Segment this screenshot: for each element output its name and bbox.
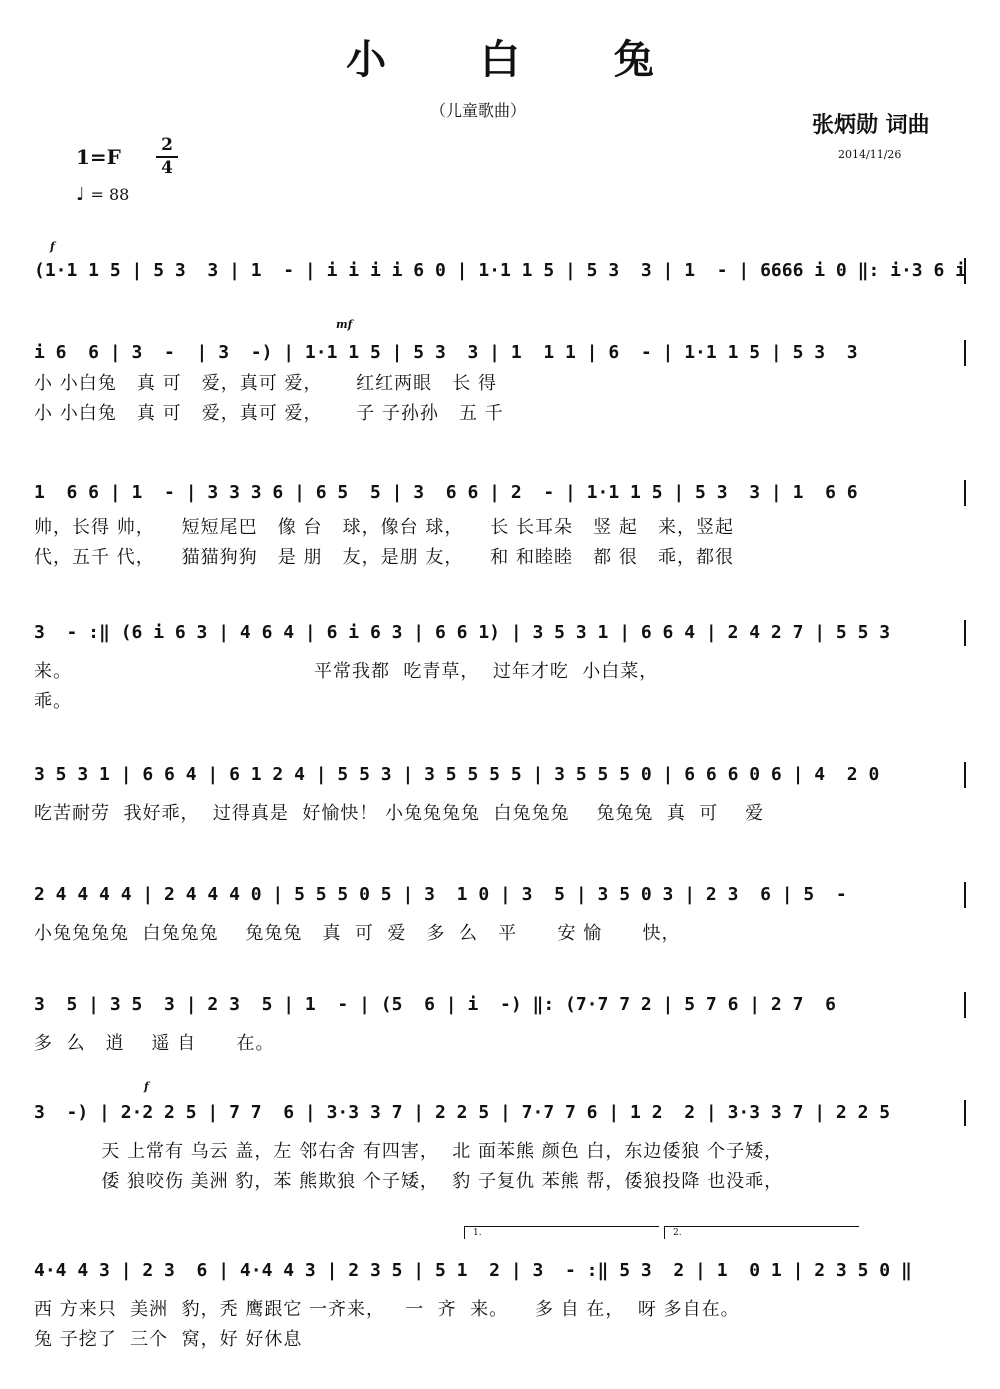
time-signature <box>156 136 178 178</box>
notation-line <box>0 620 1000 646</box>
song-title: 小 白 兔 <box>346 36 694 83</box>
notation-line <box>0 258 1000 284</box>
notation-line <box>0 480 1000 506</box>
barline <box>964 340 966 366</box>
notation-text: 1 6 6 | 1 - | 3 3 3 6 | 6 5 5 | 3 6 6 | 2 - | 1·1 1 5 | 5 3 3 | 1 6 6 <box>34 482 858 503</box>
lyric-verse-1: 西 方来只 美洲 豹，秃 鹰跟它 一齐来， 一 齐 来。 多 自 在， 呀 多自在。 <box>34 1299 740 1320</box>
barline <box>964 762 966 788</box>
barline <box>964 258 966 284</box>
key-signature: 1=F <box>76 145 121 169</box>
time-signature-top: 2 <box>161 135 173 155</box>
lyric-verse-2: 小 小白兔 真 可 爱，真可 爱， 子 子孙孙 五 千 <box>34 403 504 424</box>
notation-text: i 6 6 | 3 - | 3 -) | 1·1 1 5 | 5 3 3 | 1 1 1 | 6 - | 1·1 1 5 | 5 3 3 <box>34 342 858 363</box>
lyric-verse-1: 天 上常有 乌云 盖，左 邻右舍 有四害， 北 面苯熊 颜色 白，东边倭狼 个子矮， <box>34 1141 784 1162</box>
notation-text: (1·1 1 5 | 5 3 3 | 1 - | i i i i 6 0 | 1·1 1 5 | 5 3 3 | 1 - | 6666 i 0 ‖: i·3 6 i <box>34 260 966 281</box>
lyric-verse-1: 吃苦耐劳 我好乖， 过得真是 好愉快！ 小兔兔兔兔 白兔兔兔 兔兔兔 真 可 爱 <box>34 803 765 824</box>
barline <box>964 992 966 1018</box>
dynamic-marking: f <box>50 240 55 253</box>
quarter-note-icon: ♩ <box>76 184 85 205</box>
lyric-verse-2: 兔 子挖了 三个 窝，好 好休息 <box>34 1329 303 1350</box>
notation-line <box>0 992 1000 1018</box>
notation-line <box>0 340 1000 366</box>
tempo-marking <box>76 184 129 205</box>
time-signature-bottom: 4 <box>161 158 173 178</box>
composer-credit: 张炳勋 词曲 <box>812 113 930 138</box>
notation-text: 3 5 3 1 | 6 6 4 | 6 1 2 4 | 5 5 3 | 3 5 5 5 5 | 3 5 5 5 0 | 6 6 6 0 6 | 4 2 0 <box>34 764 880 785</box>
notation-text: 3 -) | 2·2 2 5 | 7 7 6 | 3·3 3 7 | 2 2 5 | 7·7 7 6 | 1 2 2 | 3·3 3 7 | 2 2 5 <box>34 1102 891 1123</box>
lyric-verse-2: 乖。 <box>34 691 72 712</box>
notation-line <box>0 1258 1000 1284</box>
barline <box>964 480 966 506</box>
barline <box>964 1100 966 1126</box>
barline <box>964 882 966 908</box>
lyric-verse-1: 多 么 逍 遥 自 在。 <box>34 1033 275 1054</box>
lyric-verse-2: 倭 狼咬伤 美洲 豹，苯 熊欺狼 个子矮， 豹 子复仇 苯熊 帮，倭狼投降 也没乖， <box>34 1171 784 1192</box>
notation-text: 2 4 4 4 4 | 2 4 4 4 0 | 5 5 5 0 5 | 3 1 0 | 3 5 | 3 5 0 3 | 2 3 6 | 5 - <box>34 884 847 905</box>
composition-date: 2014/11/26 <box>838 148 902 161</box>
barline <box>964 620 966 646</box>
notation-text: 3 5 | 3 5 3 | 2 3 5 | 1 - | (5 6 | i -) ‖: (7·7 7 2 | 5 7 6 | 2 7 6 <box>34 994 836 1015</box>
lyric-verse-1: 帅，长得 帅， 短短尾巴 像 台 球，像台 球， 长 长耳朵 竖 起 来，竖起 <box>34 517 735 538</box>
tempo-value: = 88 <box>90 185 130 204</box>
dynamic-marking: mf <box>336 318 353 331</box>
dynamic-marking: f <box>144 1080 149 1093</box>
notation-text: 4·4 4 3 | 2 3 6 | 4·4 4 3 | 2 3 5 | 5 1 2 | 3 - :‖ 5 3 2 | 1 0 1 | 2 3 5 0 ‖ <box>34 1260 912 1281</box>
notation-line <box>0 762 1000 788</box>
notation-text: 3 - :‖ (6 i 6 3 | 4 6 4 | 6 i 6 3 | 6 6 1) | 3 5 3 1 | 6 6 4 | 2 4 2 7 | 5 5 3 <box>34 622 891 643</box>
second-ending-bracket: 2. <box>664 1226 859 1239</box>
notation-line <box>0 1100 1000 1126</box>
lyric-verse-2: 代，五千 代， 猫猫狗狗 是 朋 友，是朋 友， 和 和睦睦 都 很 乖，都很 <box>34 547 735 568</box>
lyric-verse-1: 小兔兔兔兔 白兔兔兔 兔兔兔 真 可 爱 多 么 平 安 愉 快， <box>34 923 681 944</box>
song-subtitle: （儿童歌曲） <box>430 101 527 120</box>
notation-line <box>0 882 1000 908</box>
lyric-verse-1: 小 小白兔 真 可 爱，真可 爱， 红红两眼 长 得 <box>34 373 497 394</box>
lyric-verse-1: 来。 平常我都 吃青草， 过年才吃 小白菜， <box>34 661 659 682</box>
first-ending-bracket: 1. <box>464 1226 659 1239</box>
